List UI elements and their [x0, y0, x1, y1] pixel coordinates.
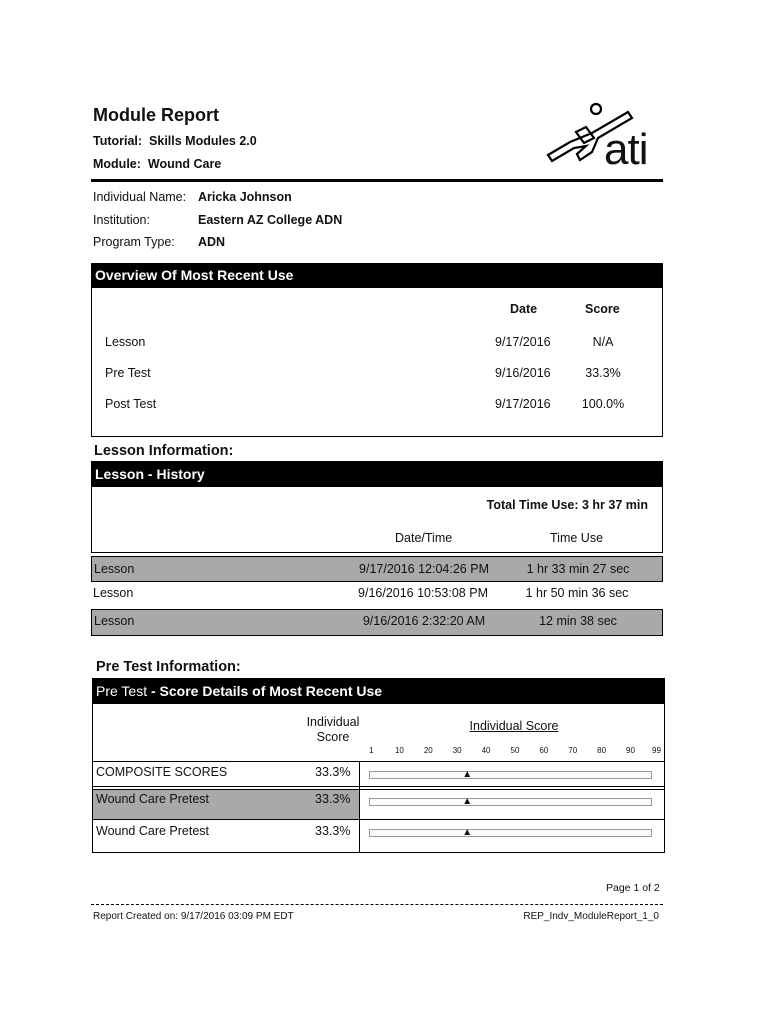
overview-row-score: 33.3%	[585, 366, 621, 380]
pretest-col-individual-2: Score	[316, 730, 350, 744]
pretest-row-score: 33.3%	[315, 765, 351, 779]
lesson-row-datetime: 9/16/2016 2:32:20 AM	[362, 614, 486, 628]
lesson-history-panel	[91, 461, 663, 553]
pretest-title-prefix: Pre Test	[96, 683, 148, 699]
table-row	[91, 556, 663, 582]
scale-tick-label: 50	[510, 746, 520, 755]
ati-logo	[540, 100, 665, 180]
report-code: REP_Indv_ModuleReport_1_0	[523, 911, 659, 922]
report-created: Report Created on: 9/17/2016 03:09 PM EDT	[93, 911, 294, 922]
scale-tick-label: 40	[481, 746, 491, 755]
ati-logo-text: ati	[604, 125, 648, 174]
pretest-section-title: Pre Test Information:	[96, 659, 241, 675]
overview-row-score: 100.0%	[581, 397, 625, 411]
lesson-col-datetime: Date/Time	[395, 531, 453, 545]
scale-tick-label: 99	[652, 746, 661, 755]
lesson-history-title: Lesson - History	[92, 462, 662, 487]
tutorial-label: Tutorial:	[93, 134, 143, 148]
lesson-row-name: Lesson	[93, 586, 134, 600]
score-track	[369, 829, 652, 837]
overview-row-score: N/A	[592, 335, 614, 349]
pretest-row-score: 33.3%	[315, 792, 351, 806]
lesson-row-time: 12 min 38 sec	[539, 614, 617, 628]
overview-row-date: 9/17/2016	[495, 335, 551, 349]
pretest-col-individual-1: Individual	[306, 715, 360, 729]
pretest-row-name: Wound Care Pretest	[96, 824, 210, 838]
pretest-row-name: Wound Care Pretest	[96, 792, 210, 806]
overview-row-date: 9/17/2016	[495, 397, 551, 411]
overview-row-name: Pre Test	[105, 366, 151, 380]
pretest-row-score: 33.3%	[315, 824, 351, 838]
overview-panel	[91, 263, 663, 437]
scale-tick-label: 70	[568, 746, 578, 755]
overview-col-date: Date	[510, 302, 538, 316]
score-marker-icon: ▲	[462, 796, 473, 807]
lesson-row-datetime: 9/16/2016 10:53:08 PM	[358, 586, 488, 600]
scale-tick-label: 60	[539, 746, 549, 755]
scale-tick-label: 20	[423, 746, 433, 755]
name-value: Aricka Johnson	[198, 190, 292, 204]
module-value: Wound Care	[147, 157, 222, 171]
lesson-col-timeuse: Time Use	[550, 531, 604, 545]
overview-row-name: Lesson	[105, 335, 146, 349]
pretest-panel	[92, 678, 665, 853]
pretest-title-rest: - Score Details of Most Recent Use	[147, 683, 383, 699]
page-number: Page 1 of 2	[606, 882, 660, 894]
program-value: ADN	[198, 235, 226, 249]
lesson-row-name: Lesson	[94, 562, 135, 576]
table-row	[91, 609, 663, 636]
scale-tick-label: 90	[626, 746, 635, 755]
overview-row-name: Post Test	[105, 397, 157, 411]
scale-tick-label: 10	[394, 746, 404, 755]
institution-value: Eastern AZ College ADN	[198, 213, 343, 227]
name-label: Individual Name:	[93, 190, 187, 204]
lesson-section-title: Lesson Information:	[94, 443, 234, 459]
tutorial-line	[93, 134, 257, 148]
tutorial-value: Skills Modules 2.0	[149, 134, 257, 148]
score-track	[369, 798, 652, 806]
scale-tick-label: 30	[452, 746, 462, 755]
lesson-row-datetime: 9/17/2016 12:04:26 PM	[359, 562, 489, 576]
institution-label: Institution:	[93, 213, 150, 227]
pretest-scale-title: Individual Score	[469, 719, 559, 733]
lesson-row-time: 1 hr 33 min 27 sec	[526, 562, 630, 576]
pretest-row-name: COMPOSITE SCORES	[96, 765, 228, 779]
module-label: Module:	[93, 157, 141, 171]
lesson-row-time: 1 hr 50 min 36 sec	[525, 586, 629, 600]
page-title: Module Report	[93, 105, 219, 125]
overview-col-score: Score	[585, 302, 620, 316]
scale-tick-label: 80	[597, 746, 607, 755]
header-divider	[91, 179, 663, 182]
score-marker-icon: ▲	[462, 769, 473, 780]
footer-divider	[91, 904, 663, 905]
overview-title: Overview Of Most Recent Use	[92, 264, 662, 288]
module-line	[93, 157, 221, 171]
lesson-row-name: Lesson	[94, 614, 135, 628]
score-track	[369, 771, 652, 779]
score-scale	[93, 679, 664, 852]
program-label: Program Type:	[93, 235, 175, 249]
table-row	[91, 582, 663, 609]
overview-row-date: 9/16/2016	[495, 366, 551, 380]
scale-tick-label: 1	[369, 746, 374, 755]
lesson-total-time: Total Time Use: 3 hr 37 min	[486, 498, 648, 512]
score-marker-icon: ▲	[462, 827, 473, 838]
